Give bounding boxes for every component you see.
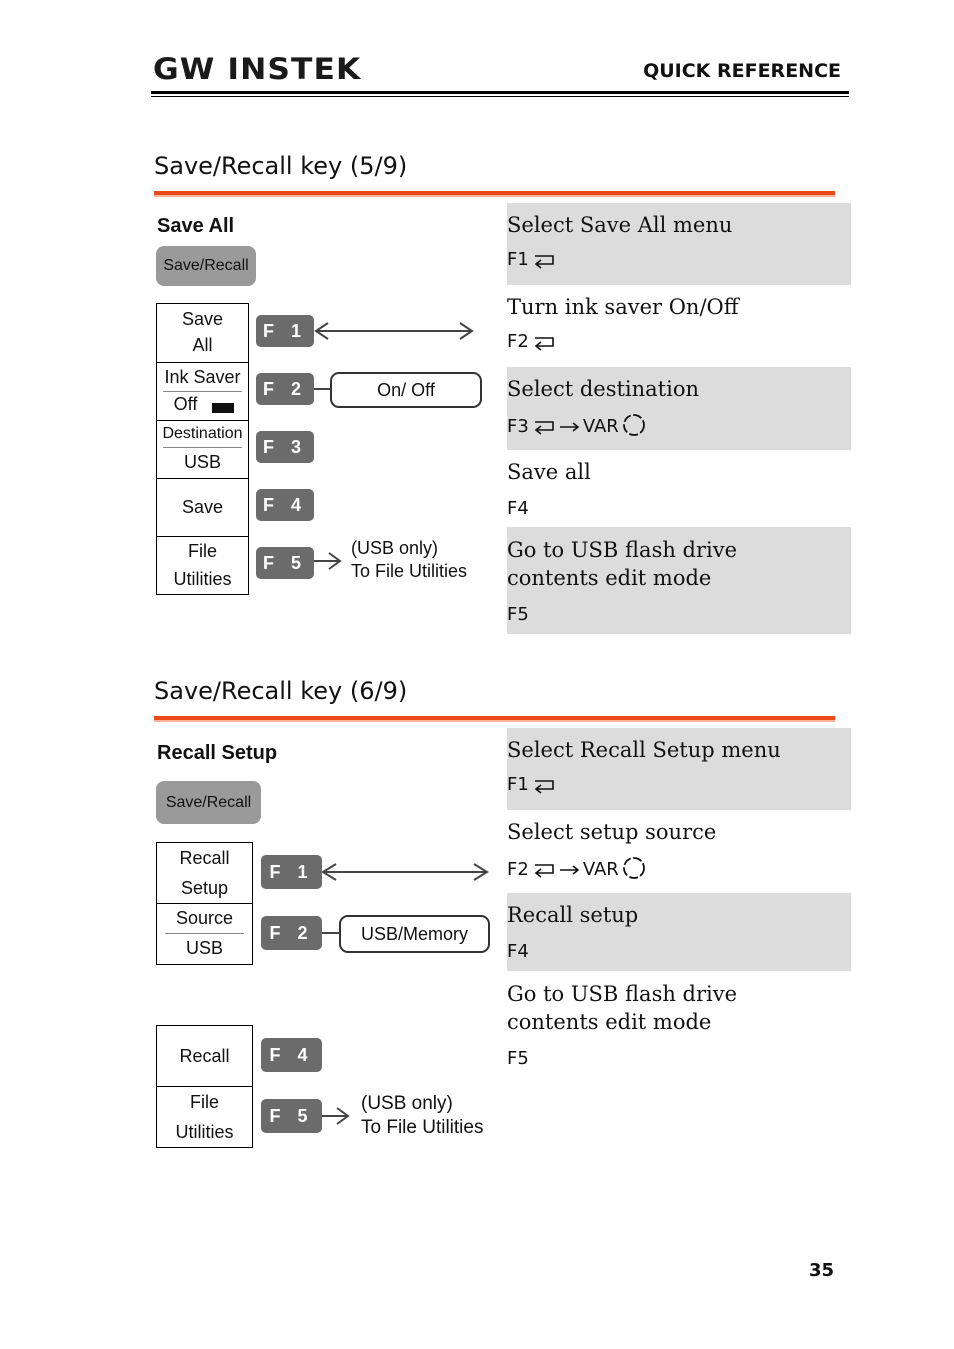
key-sequence — [507, 413, 851, 439]
instruction-row — [507, 893, 851, 971]
instruction-text: Select destination — [507, 377, 700, 401]
section-subtitle: Recall Setup — [157, 742, 278, 764]
menu-line: Ink Saver — [164, 367, 241, 387]
menu-line: Utilities — [173, 569, 232, 589]
soft-menu — [156, 1025, 253, 1148]
menu-line: Off — [173, 394, 198, 414]
menu-item-file-utilities — [157, 1086, 252, 1147]
arrow-right-icon — [559, 419, 581, 433]
soft-menu — [156, 842, 253, 965]
key-label: F1 — [507, 774, 529, 795]
menu-line: USB — [183, 452, 221, 472]
f4-key[interactable]: F 4 — [256, 489, 314, 521]
key-sequence — [507, 604, 851, 625]
instruction-row — [507, 367, 851, 450]
return-key-icon — [531, 416, 557, 436]
on-off-option[interactable]: On/ Off — [330, 372, 482, 408]
instruction-text: Turn ink saver On/Off — [507, 295, 739, 319]
menu-line: Save — [181, 497, 224, 517]
page-number: 35 — [808, 1260, 834, 1281]
section-label: QUICK REFERENCE — [643, 60, 841, 82]
instruction-row — [507, 971, 851, 1078]
menu-line: Save — [181, 309, 224, 329]
f2-key[interactable]: F 2 — [261, 916, 322, 950]
double-arrow-icon — [323, 864, 487, 880]
key-sequence — [507, 498, 851, 519]
instruction-row — [507, 810, 851, 893]
key-sequence — [507, 941, 851, 962]
var-knob-icon — [621, 413, 649, 439]
instruction-text: Select Recall Setup menu — [507, 738, 781, 762]
return-key-icon — [531, 250, 557, 270]
instruction-row — [507, 527, 851, 634]
section-subtitle: Save All — [157, 215, 235, 237]
key-label: F4 — [507, 941, 529, 962]
key-label: F1 — [507, 249, 529, 270]
menu-line: Recall — [179, 1046, 230, 1066]
menu-line: Source — [175, 908, 234, 928]
key-sequence — [507, 331, 851, 352]
instruction-row — [507, 285, 851, 367]
right-arrow-icon — [322, 1108, 348, 1124]
menu-line: Setup — [180, 878, 229, 898]
key-label: F5 — [507, 604, 529, 625]
return-key-icon — [531, 775, 557, 795]
key-sequence — [507, 774, 851, 795]
right-arrow-icon — [314, 553, 340, 569]
save-recall-button[interactable]: Save/Recall — [156, 246, 256, 286]
menu-item-recall — [157, 1026, 252, 1086]
instruction-text: Recall setup — [507, 903, 639, 927]
instruction-text: Save all — [507, 460, 591, 484]
key-sequence — [507, 249, 851, 270]
note-line: (USB only) — [361, 1093, 453, 1114]
return-key-icon — [531, 859, 557, 879]
menu-line: Destination — [162, 425, 243, 442]
menu-line: File — [189, 1092, 219, 1112]
f4-key[interactable]: F 4 — [261, 1038, 322, 1072]
instruction-row — [507, 728, 851, 810]
f2-key[interactable]: F 2 — [256, 373, 314, 405]
menu-line: All — [192, 335, 213, 355]
note-line: To File Utilities — [351, 561, 468, 581]
key-label: F2 — [507, 331, 529, 352]
key-label: F2 — [507, 858, 529, 880]
menu-line: Utilities — [175, 1122, 234, 1142]
usb-note — [361, 1092, 483, 1140]
note-line: (USB only) — [351, 538, 439, 558]
f5-key[interactable]: F 5 — [261, 1099, 322, 1133]
f5-key[interactable]: F 5 — [256, 547, 314, 579]
menu-line: USB — [185, 938, 223, 958]
key-label: F4 — [507, 498, 529, 519]
section-title: Save/Recall key (5/9) — [154, 152, 408, 180]
brand-logo: GW INSTEK — [153, 52, 362, 86]
key-sequence — [507, 856, 851, 882]
return-key-icon — [531, 332, 557, 352]
key-label: F3 — [507, 415, 529, 437]
f1-key[interactable]: F 1 — [256, 315, 314, 347]
var-knob-icon — [621, 856, 649, 882]
note-line: To File Utilities — [361, 1117, 484, 1138]
instruction-text: Select Save All menu — [507, 213, 733, 237]
save-recall-button[interactable]: Save/Recall — [156, 781, 261, 824]
arrow-right-icon — [559, 862, 581, 876]
menu-item-source — [157, 903, 252, 964]
double-arrow-icon — [316, 323, 472, 339]
section-rule — [154, 716, 835, 720]
menu-line: Recall — [179, 848, 230, 868]
var-label: VAR — [582, 415, 619, 437]
instruction-text: Go to USB flash drive contents edit mode — [507, 538, 738, 590]
instruction-text: Go to USB flash drive contents edit mode — [507, 982, 738, 1034]
instruction-text: Select setup source — [507, 820, 717, 844]
key-label: F5 — [507, 1048, 529, 1069]
var-label: VAR — [582, 858, 619, 880]
section-title: Save/Recall key (6/9) — [154, 677, 408, 705]
instruction-row — [507, 203, 851, 285]
usb-note — [351, 537, 467, 583]
instruction-row — [507, 450, 851, 527]
usb-memory-option[interactable]: USB/Memory — [339, 915, 490, 953]
menu-item-recall-setup — [157, 843, 252, 903]
key-sequence — [507, 1048, 851, 1069]
f1-key[interactable]: F 1 — [261, 855, 322, 889]
menu-line: File — [187, 541, 217, 561]
f3-key[interactable]: F 3 — [256, 431, 314, 463]
